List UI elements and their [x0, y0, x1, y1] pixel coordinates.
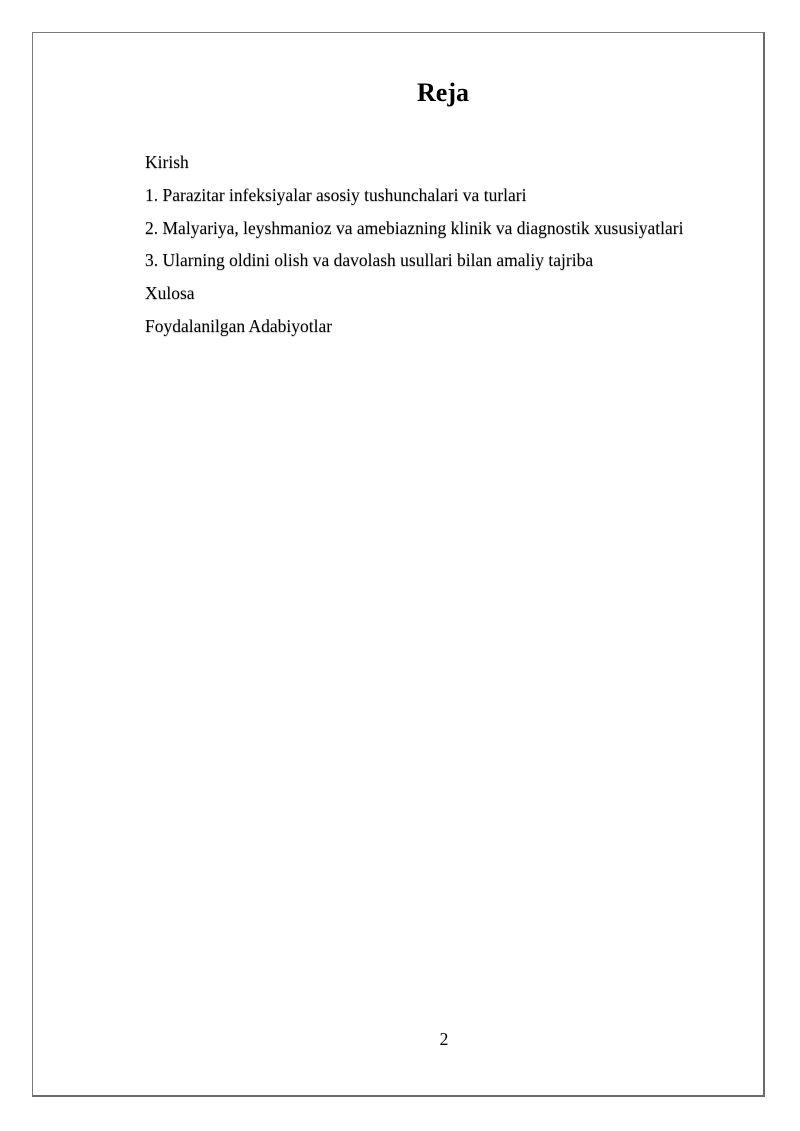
- toc-item-chapter-1: 1. Parazitar infeksiyalar asosiy tushunchalari va turlari: [145, 184, 527, 205]
- table-of-contents: [145, 146, 683, 343]
- toc-item-conclusion: Xulosa: [145, 283, 195, 304]
- toc-item-introduction: Kirish: [145, 152, 189, 172]
- page-title: Reja: [417, 78, 469, 107]
- toc-item-chapter-2: 2. Malyariya, leyshmanioz va amebiazning klinik va diagnostik xususiyatlari: [145, 217, 684, 238]
- document-page: [32, 32, 765, 1097]
- toc-item-references: Foydalanilgan Adabiyotlar: [145, 315, 333, 336]
- page-number: 2: [439, 1029, 449, 1049]
- toc-item-chapter-3: 3. Ularning oldini olish va davolash usullari bilan amaliy tajriba: [145, 250, 594, 271]
